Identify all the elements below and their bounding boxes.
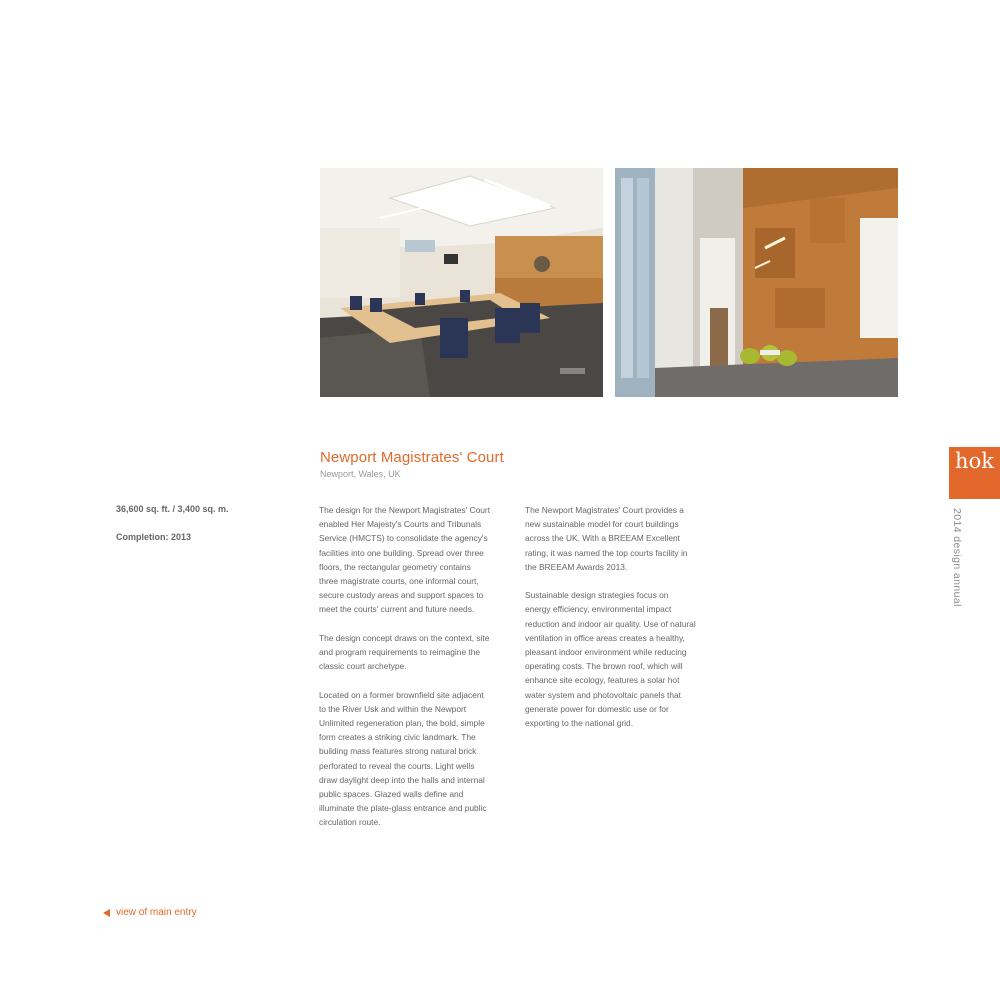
project-completion: Completion: 2013 bbox=[116, 532, 192, 542]
project-title: Newport Magistrates' Court bbox=[320, 449, 504, 466]
left-triangle-arrow-icon bbox=[103, 909, 110, 917]
project-area: 36,600 sq. ft. / 3,400 sq. m. bbox=[116, 504, 229, 514]
body-paragraph: The design for the Newport Magistrates' Court enabled Her Majesty's Courts and Tribunals Service (HMCTS) to consolidate the agency's facilities into one building. Spread over three floors, the rectangular geometry contains three magistrate courts, one informal court, secure custody areas and support spaces to meet the courts' current and future needs. bbox=[319, 505, 491, 615]
courtroom-illustration bbox=[320, 168, 603, 397]
atrium-photo bbox=[615, 168, 898, 397]
body-paragraph: The design concept draws on the context, site and program requirements to reimagine the classic court archetype. bbox=[319, 632, 490, 672]
hok-logo bbox=[949, 447, 1000, 499]
design-annual-label: 2014 design annual bbox=[951, 508, 963, 607]
logo-text: hok bbox=[955, 449, 994, 473]
view-main-entry-link[interactable] bbox=[103, 907, 197, 918]
body-paragraph: The Newport Magistrates' Court provides a new sustainable model for court buildings across the UK. With a BREEAM Excellent rating, it was named the top courts facility in the BREEAM Awards 2013. bbox=[525, 505, 688, 572]
project-location: Newport, Wales, UK bbox=[320, 469, 401, 479]
body-paragraph: Sustainable design strategies focus on energy efficiency, environmental impact reduction and indoor air quality. Use of natural ventilation in office areas creates a healthy, pleasant indoor environment while reducing operating costs. The brown roof, which will enhance site ecology, features a solar hot water system and photovoltaic panels that generate power for domestic use or for exporting to the national grid. bbox=[525, 590, 696, 729]
body-paragraph: Located on a former brownfield site adjacent to the River Usk and within the Newport Unlimited regeneration plan, the bold, simple form creates a striking civic landmark. The building mass features strong natural brick perforated to reveal the courts. Light wells draw daylight deep into the halls and internal public spaces. Glazed walls define and illuminate the plate-glass entrance and public circulation route. bbox=[319, 689, 487, 828]
back-link-label: view of main entry bbox=[116, 907, 197, 918]
body-column-2 bbox=[525, 503, 725, 744]
body-column-1 bbox=[319, 503, 519, 844]
courtroom-photo bbox=[320, 168, 603, 397]
atrium-illustration bbox=[615, 168, 898, 397]
